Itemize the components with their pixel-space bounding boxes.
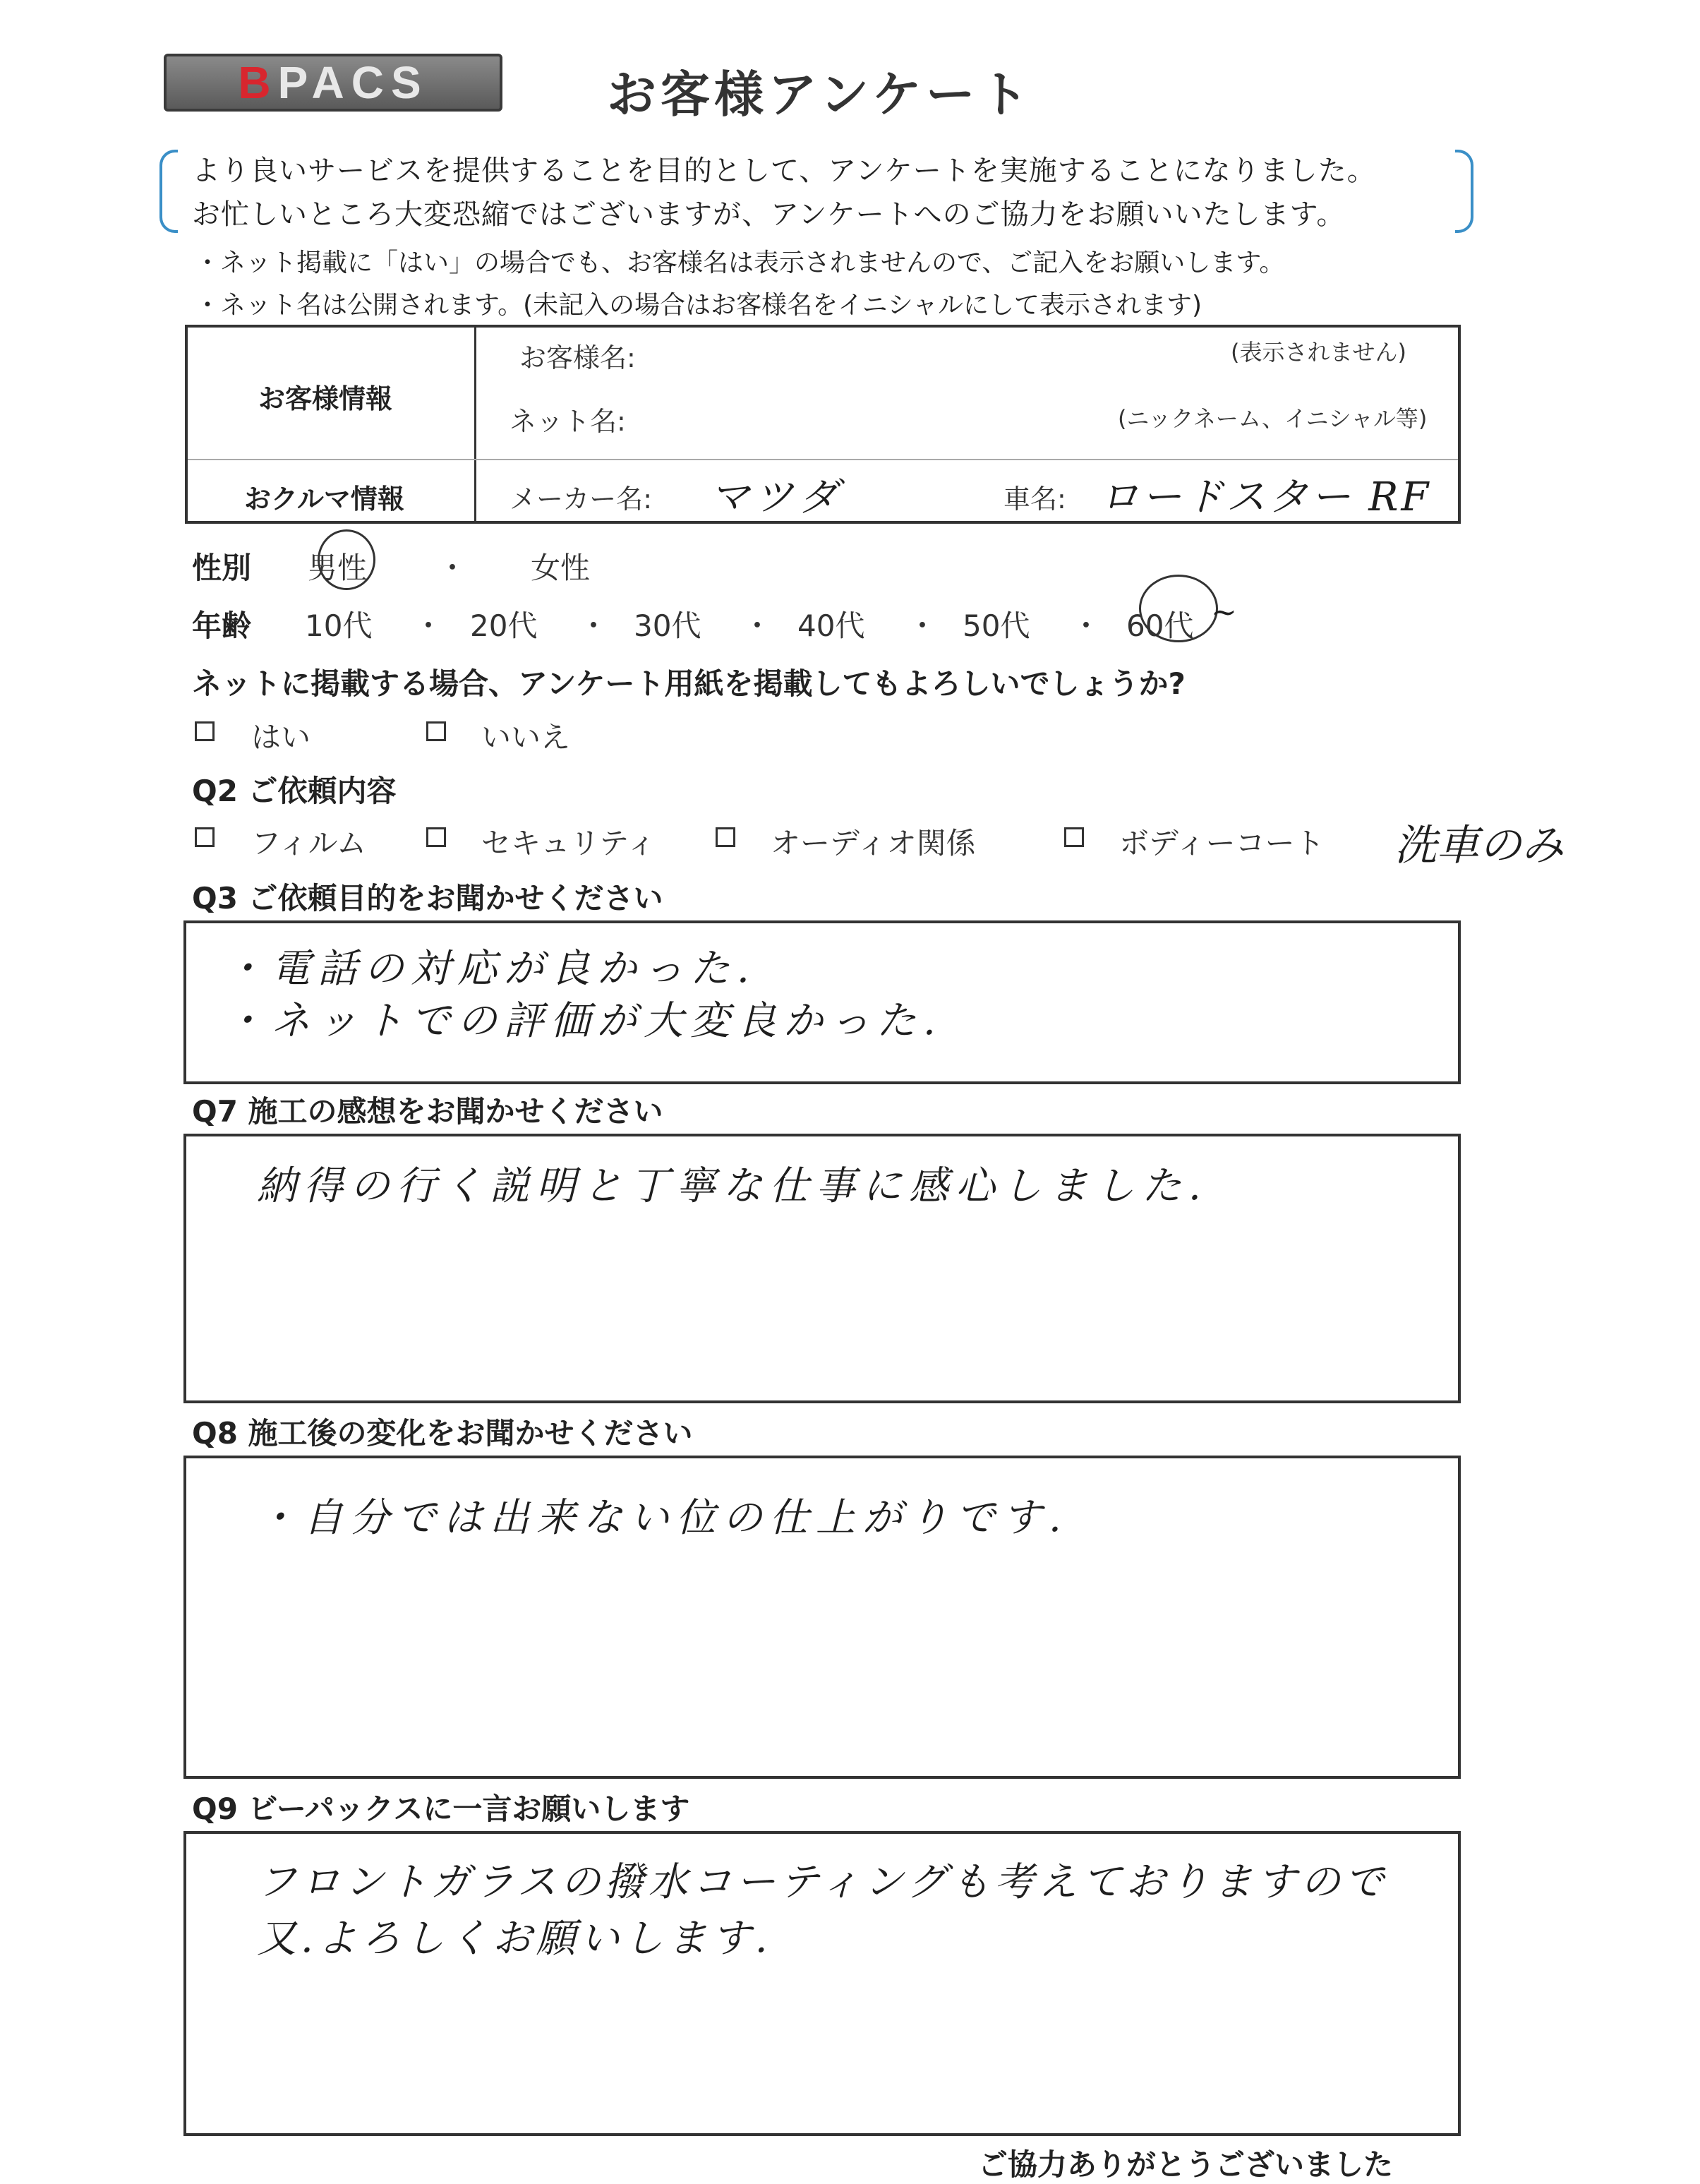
q7-answer-box[interactable] — [183, 1134, 1461, 1403]
car-info-heading: おクルマ情報 — [244, 484, 404, 515]
customer-name-label: お客様名: — [519, 342, 636, 373]
q2-bodycoat-checkbox[interactable] — [1064, 827, 1084, 847]
age-option-30s[interactable]: 30代 — [634, 608, 701, 643]
age-option-10s[interactable]: 10代 — [305, 608, 373, 643]
q2-security-checkbox[interactable] — [426, 827, 446, 847]
note-line-1: ・ネット掲載に「はい」の場合でも、お客様名は表示されませんので、ご記入をお願いします。 — [195, 248, 1285, 277]
publish-question: ネットに掲載する場合、アンケート用紙を掲載してもよろしいでしょうか? — [192, 666, 1186, 701]
age-separator: ・ — [908, 608, 938, 643]
q7-answer-line: 納得の行く説明と丁寧な仕事に感心しました. — [257, 1163, 1208, 1209]
logo-text: PACS — [277, 57, 428, 108]
age-option-50s[interactable]: 50代 — [963, 608, 1030, 643]
maker-value[interactable]: マツダ — [710, 474, 844, 520]
q2-security-label: セキュリティ — [481, 826, 656, 860]
q2-film-checkbox[interactable] — [195, 827, 215, 847]
net-name-hint: (ニックネーム、イニシャル等) — [1118, 405, 1428, 432]
age-option-60s[interactable]: 60代 — [1126, 608, 1194, 643]
page-title: お客様アンケート — [607, 66, 1033, 124]
q8-label: Q8 施工後の変化をお聞かせください — [192, 1416, 693, 1451]
age-separator: ・ — [414, 608, 444, 643]
age-label: 年齢 — [192, 608, 252, 643]
q8-answer-box[interactable] — [183, 1456, 1461, 1779]
gender-label: 性別 — [192, 551, 252, 585]
gender-option-female[interactable]: 女性 — [531, 551, 591, 585]
publish-no-checkbox[interactable] — [426, 721, 446, 741]
age-option-20s[interactable]: 20代 — [470, 608, 538, 643]
q9-answer-line: フロントガラスの撥水コーティングも考えておりますので — [257, 1859, 1389, 1905]
q3-answer-line: ・ネットでの評価が大変良かった. — [224, 998, 943, 1044]
q7-label: Q7 施工の感想をお聞かせください — [192, 1094, 663, 1129]
customer-info-table — [185, 325, 1461, 524]
q9-answer-box[interactable] — [183, 1831, 1461, 2136]
intro-bracket-left — [159, 150, 178, 233]
q8-answer-line: ・自分では出来ない位の仕上がりです. — [257, 1495, 1068, 1541]
q3-label: Q3 ご依頼目的をお聞かせください — [192, 881, 663, 916]
model-value[interactable]: ロードスター RF — [1099, 474, 1432, 520]
age-separator: ・ — [1071, 608, 1102, 643]
gender-separator: ・ — [438, 551, 468, 585]
q2-film-label: フィルム — [251, 826, 366, 860]
q2-label: Q2 ご依頼内容 — [192, 774, 397, 808]
age-option-40s[interactable]: 40代 — [797, 608, 865, 643]
publish-no-label: いいえ — [481, 720, 571, 755]
age-separator: ・ — [742, 608, 773, 643]
model-label: 車名: — [1003, 484, 1066, 515]
publish-yes-label: はい — [251, 720, 311, 755]
gender-option-male[interactable]: 男性 — [308, 551, 368, 585]
publish-yes-checkbox[interactable] — [195, 721, 215, 741]
customer-name-hint: (表示されません) — [1231, 339, 1406, 366]
footer-thanks: ご協力ありがとうございました — [978, 2147, 1394, 2182]
q2-audio-checkbox[interactable] — [716, 827, 735, 847]
gender-selected-circle — [318, 529, 375, 590]
q3-answer-box[interactable] — [183, 920, 1461, 1084]
age-selected-circle — [1139, 575, 1218, 642]
customer-info-heading: お客様情報 — [258, 383, 393, 414]
age-suffix-mark: ~ — [1211, 594, 1237, 630]
q2-bodycoat-label: ボディーコート — [1119, 826, 1325, 860]
q3-answer-line: ・電話の対応が良かった. — [224, 946, 756, 992]
q2-audio-label: オーディオ関係 — [771, 826, 976, 860]
q9-answer-line: 又.よろしくお願いします. — [257, 1916, 772, 1962]
intro-line-2: お忙しいところ大変恐縮ではございますが、アンケートへのご協力をお願いいたします。 — [192, 198, 1346, 231]
intro-bracket-right — [1455, 150, 1473, 233]
intro-line-1: より良いサービスを提供することを目的として、アンケートを実施することになりました。 — [192, 155, 1376, 187]
age-separator: ・ — [579, 608, 609, 643]
note-line-2: ・ネット名は公開されます。(未記入の場合はお客様名をイニシャルにして表示されます) — [195, 291, 1202, 320]
maker-label: メーカー名: — [510, 484, 653, 515]
q2-handwritten-note: 洗車のみ — [1394, 821, 1564, 870]
bpacs-logo: B PACS — [164, 54, 502, 112]
net-name-label: ネット名: — [510, 406, 626, 437]
q9-label: Q9 ビーパックスに一言お願いします — [192, 1792, 690, 1826]
